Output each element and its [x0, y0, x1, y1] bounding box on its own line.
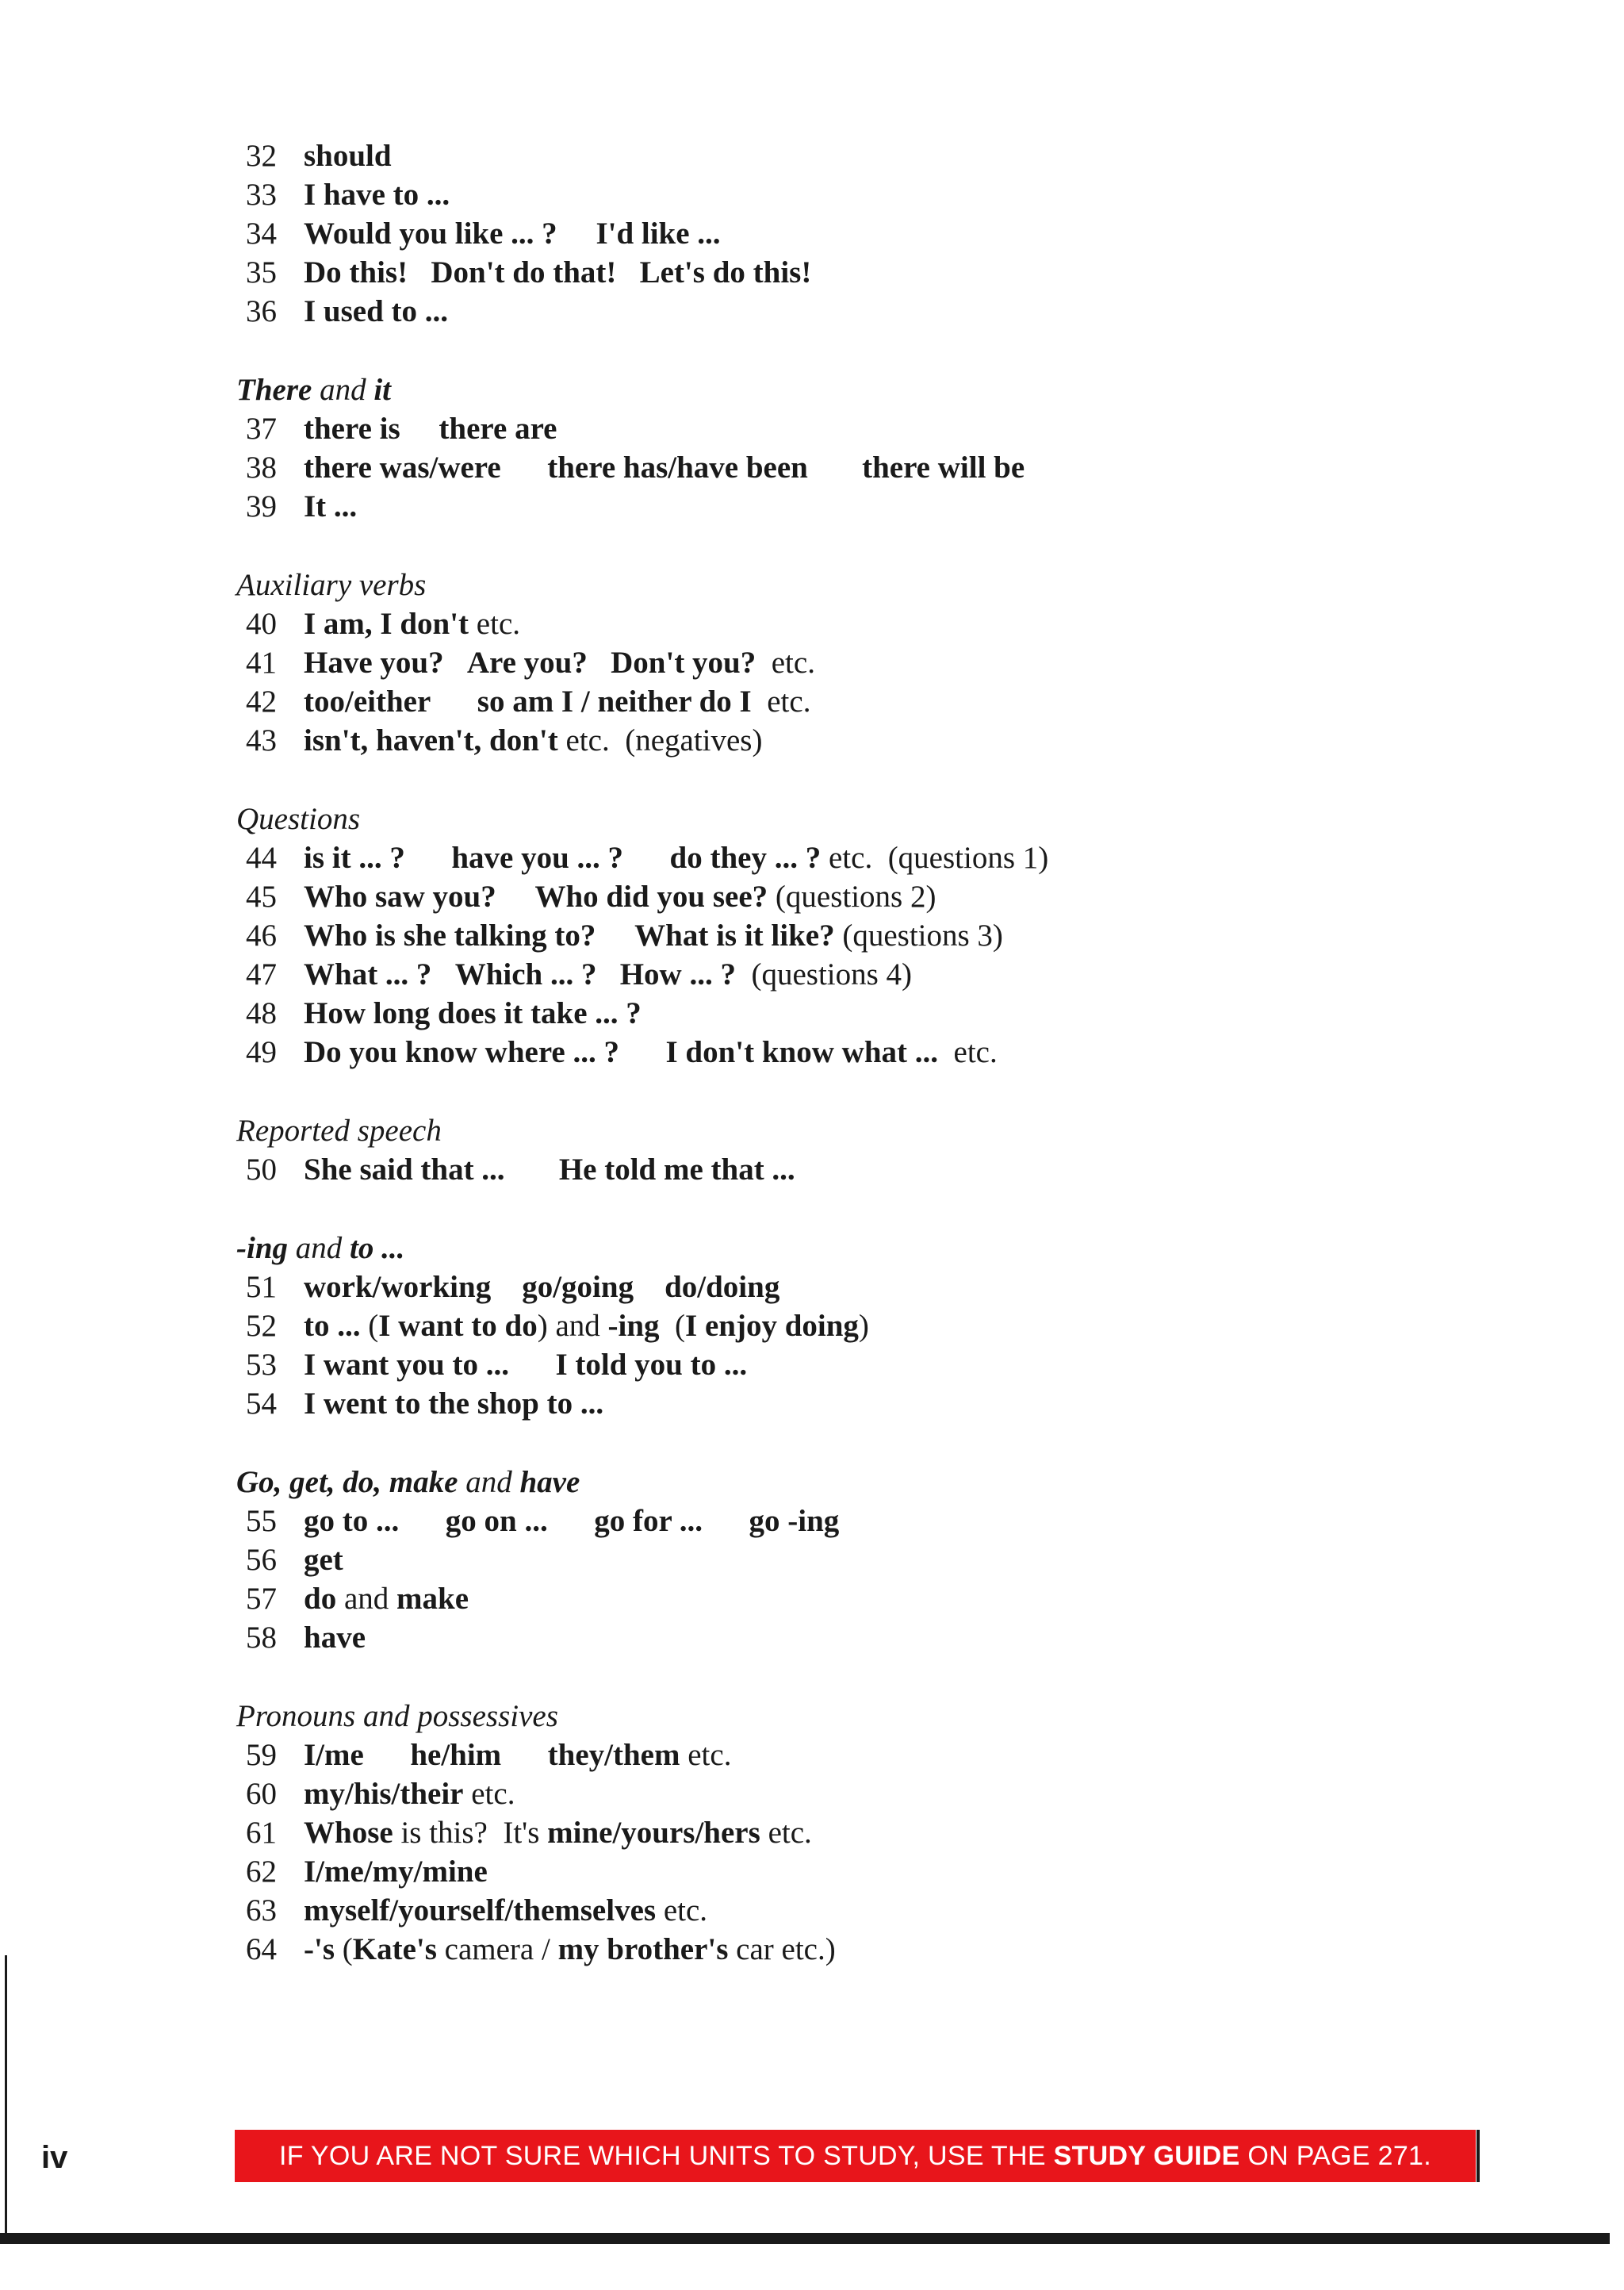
unit-number: 49: [246, 1035, 277, 1069]
unit-text-segment: (questions 3): [834, 919, 1003, 953]
unit-title: [304, 1502, 839, 1540]
unit-text-segment: [548, 1504, 595, 1538]
unit-text-segment: and: [336, 1582, 397, 1616]
unit-number: 64: [246, 1932, 277, 1966]
unit-entry: [236, 877, 1426, 916]
unit-number: 59: [246, 1738, 277, 1772]
unit-text-segment: car etc.): [728, 1932, 836, 1966]
unit-keyword: so am I / neither do I: [477, 685, 752, 719]
unit-title: [304, 1345, 747, 1384]
unit-keyword: to ...: [304, 1309, 361, 1343]
unit-keyword: have you ... ?: [451, 841, 624, 875]
unit-keyword: there is: [304, 412, 400, 446]
unit-text-segment: (: [659, 1309, 686, 1343]
unit-entry: [236, 175, 1426, 214]
unit-keyword: go for ...: [594, 1504, 703, 1538]
unit-keyword: Do this!: [304, 255, 408, 290]
unit-keyword: too/either: [304, 685, 431, 719]
unit-keyword: -'s: [304, 1932, 335, 1966]
section-heading: [236, 1697, 1426, 1736]
unit-keyword: do/doing: [665, 1270, 780, 1304]
unit-number: 35: [246, 255, 277, 290]
unit-text-segment: camera /: [436, 1932, 558, 1966]
unit-number: 53: [246, 1348, 277, 1382]
unit-number: 62: [246, 1855, 277, 1889]
unit-title: [304, 136, 392, 175]
unit-entry: [236, 1618, 1426, 1657]
heading-text: -ing: [236, 1231, 289, 1265]
unit-number: 32: [246, 139, 277, 173]
unit-entry: [236, 643, 1426, 682]
unit-number: 42: [246, 685, 277, 719]
unit-keyword: I/me/my/mine: [304, 1855, 488, 1889]
unit-entry: [236, 1540, 1426, 1579]
page-number: iv: [41, 2140, 68, 2175]
unit-entry: [236, 409, 1426, 448]
unit-keyword: What ... ?: [304, 957, 432, 992]
unit-keyword: is it ... ?: [304, 841, 405, 875]
unit-entry: [236, 1306, 1426, 1345]
heading-text: There: [236, 373, 312, 407]
unit-entry: [236, 838, 1426, 877]
unit-text-segment: [505, 1153, 559, 1187]
unit-keyword: Kate's: [352, 1932, 437, 1966]
unit-entry: [236, 136, 1426, 175]
unit-number: 54: [246, 1387, 277, 1421]
unit-title: [304, 409, 557, 448]
unit-title: [304, 955, 912, 994]
unit-keyword: Who saw you?: [304, 880, 496, 914]
unit-keyword: I went to the shop to ...: [304, 1387, 604, 1421]
unit-keyword: should: [304, 139, 392, 173]
unit-text-segment: [399, 1504, 446, 1538]
unit-keyword: I want you to ...: [304, 1348, 509, 1382]
banner-end-mark: [1477, 2130, 1480, 2182]
section-heading: [236, 370, 1426, 409]
unit-text-segment: etc.: [680, 1738, 732, 1772]
heading-text: have: [519, 1465, 580, 1499]
unit-keyword: It ...: [304, 489, 358, 524]
unit-title: [304, 721, 762, 760]
heading-text: and: [312, 373, 374, 407]
unit-number: 36: [246, 294, 277, 328]
unit-text-segment: [501, 1738, 548, 1772]
unit-keyword: there will be: [862, 451, 1025, 485]
unit-keyword: Which ... ?: [454, 957, 597, 992]
unit-keyword: She said that ...: [304, 1153, 505, 1187]
unit-title: [304, 487, 357, 526]
unit-title: [304, 1384, 603, 1423]
unit-keyword: there has/have been: [547, 451, 808, 485]
section-heading: [236, 1229, 1426, 1268]
unit-number: 61: [246, 1816, 277, 1850]
section-heading: [236, 1463, 1426, 1502]
unit-text-segment: ): [858, 1309, 869, 1343]
unit-keyword: they/them: [547, 1738, 680, 1772]
unit-entry: [236, 916, 1426, 955]
unit-keyword: go -ing: [749, 1504, 840, 1538]
unit-keyword: isn't, haven't, don't: [304, 723, 558, 758]
unit-keyword: Who is she talking to?: [304, 919, 596, 953]
unit-number: 46: [246, 919, 277, 953]
unit-keyword: Whose: [304, 1816, 393, 1850]
unit-keyword: He told me that ...: [558, 1153, 795, 1187]
unit-entry: [236, 292, 1426, 331]
unit-keyword: -ing: [607, 1309, 660, 1343]
unit-title: [304, 877, 936, 916]
unit-title: [304, 838, 1048, 877]
unit-number: 55: [246, 1504, 277, 1538]
unit-title: [304, 1813, 812, 1852]
unit-text-segment: [431, 685, 477, 719]
unit-text-segment: [623, 841, 670, 875]
unit-entry: [236, 1502, 1426, 1540]
unit-number: 38: [246, 451, 277, 485]
unit-text-segment: [616, 255, 639, 290]
unit-number: 52: [246, 1309, 277, 1343]
heading-text: Auxiliary verbs: [236, 568, 427, 602]
unit-entry: [236, 1930, 1426, 1969]
unit-text-segment: etc. (questions 1): [821, 841, 1049, 875]
unit-keyword: How long does it take ... ?: [304, 996, 642, 1030]
unit-keyword: I don't know what ...: [665, 1035, 939, 1069]
unit-text-segment: etc.: [751, 685, 811, 719]
banner-text: ON PAGE 271.: [1239, 2140, 1432, 2171]
unit-text-segment: [808, 451, 862, 485]
unit-keyword: I am, I don't: [304, 607, 469, 641]
unit-entry: [236, 604, 1426, 643]
unit-title: [304, 1774, 515, 1813]
unit-entry: [236, 1384, 1426, 1423]
unit-text-segment: [405, 841, 452, 875]
unit-text-segment: [491, 1270, 522, 1304]
unit-keyword: make: [396, 1582, 469, 1616]
unit-title: [304, 1930, 836, 1969]
unit-entry: [236, 1736, 1426, 1774]
unit-keyword: Would you like ... ?: [304, 217, 557, 251]
unit-keyword: get: [304, 1543, 343, 1577]
unit-keyword: go/going: [522, 1270, 634, 1304]
unit-keyword: I have to ...: [304, 178, 450, 212]
unit-entry: [236, 487, 1426, 526]
unit-keyword: Are you?: [466, 646, 588, 680]
unit-number: 37: [246, 412, 277, 446]
unit-text-segment: ) and: [537, 1309, 608, 1343]
unit-keyword: What is it like?: [634, 919, 835, 953]
unit-keyword: my/his/their: [304, 1777, 464, 1811]
unit-keyword: I told you to ...: [555, 1348, 748, 1382]
unit-title: [304, 916, 1003, 955]
unit-text-segment: is this? It's: [393, 1816, 548, 1850]
unit-keyword: my brother's: [557, 1932, 729, 1966]
unit-entry: [236, 994, 1426, 1033]
unit-title: [304, 1618, 366, 1657]
unit-entry: [236, 1813, 1426, 1852]
unit-entry: [236, 721, 1426, 760]
unit-entry: [236, 1891, 1426, 1930]
unit-keyword: he/him: [410, 1738, 502, 1772]
unit-keyword: do they ... ?: [669, 841, 822, 875]
unit-number: 43: [246, 723, 277, 758]
unit-text-segment: etc.: [469, 607, 521, 641]
unit-number: 56: [246, 1543, 277, 1577]
heading-text: Go, get, do, make: [236, 1465, 458, 1499]
unit-number: 57: [246, 1582, 277, 1616]
section-heading: [236, 1111, 1426, 1150]
unit-number: 50: [246, 1153, 277, 1187]
heading-text: Pronouns and possessives: [236, 1699, 558, 1733]
unit-entry: [236, 1345, 1426, 1384]
unit-text-segment: etc.: [756, 646, 815, 680]
unit-number: 34: [246, 217, 277, 251]
unit-title: [304, 1033, 998, 1072]
unit-keyword: have: [304, 1621, 366, 1655]
unit-keyword: go on ...: [445, 1504, 548, 1538]
unit-number: 41: [246, 646, 277, 680]
left-margin-rule: [5, 1955, 7, 2233]
heading-text: and: [458, 1465, 520, 1499]
unit-entry: [236, 1268, 1426, 1306]
unit-title: [304, 994, 642, 1033]
unit-title: [304, 682, 810, 721]
section-heading: [236, 566, 1426, 604]
unit-number: 60: [246, 1777, 277, 1811]
unit-title: [304, 214, 721, 253]
unit-title: [304, 643, 815, 682]
unit-text-segment: etc. (negatives): [557, 723, 763, 758]
unit-text-segment: (: [335, 1932, 353, 1966]
unit-keyword: do: [304, 1582, 337, 1616]
unit-keyword: Do you know where ... ?: [304, 1035, 619, 1069]
unit-keyword: How ... ?: [619, 957, 736, 992]
unit-entry: [236, 1774, 1426, 1813]
unit-keyword: there are: [439, 412, 557, 446]
unit-keyword: there was/were: [304, 451, 501, 485]
unit-number: 51: [246, 1270, 277, 1304]
unit-keyword: mine/yours/hers: [547, 1816, 760, 1850]
unit-keyword: go to ...: [304, 1504, 400, 1538]
heading-text: Questions: [236, 802, 360, 836]
unit-entry: [236, 253, 1426, 292]
unit-keyword: Who did you see?: [534, 880, 768, 914]
unit-entry: [236, 1150, 1426, 1189]
unit-text-segment: [619, 1035, 666, 1069]
unit-title: [304, 1540, 343, 1579]
heading-text: and: [288, 1231, 350, 1265]
unit-keyword: myself/yourself/themselves: [304, 1893, 657, 1928]
unit-title: [304, 292, 448, 331]
unit-number: 58: [246, 1621, 277, 1655]
unit-text-segment: [588, 646, 611, 680]
unit-title: [304, 253, 811, 292]
unit-number: 39: [246, 489, 277, 524]
unit-text-segment: etc.: [760, 1816, 812, 1850]
unit-keyword: Let's do this!: [639, 255, 812, 290]
study-guide-banner: [235, 2130, 1476, 2182]
unit-entry: [236, 1033, 1426, 1072]
unit-title: [304, 604, 520, 643]
unit-title: [304, 1736, 731, 1774]
unit-entry: [236, 1852, 1426, 1891]
unit-text-segment: [596, 957, 619, 992]
unit-text-segment: [509, 1348, 556, 1382]
section-heading: [236, 800, 1426, 838]
unit-entry: [236, 1579, 1426, 1618]
unit-keyword: work/working: [304, 1270, 492, 1304]
unit-keyword: Don't you?: [611, 646, 756, 680]
unit-text-segment: [496, 880, 535, 914]
unit-keyword: I want to do: [378, 1309, 538, 1343]
unit-keyword: Have you?: [304, 646, 444, 680]
unit-keyword: I'd like ...: [596, 217, 721, 251]
unit-text-segment: (questions 2): [768, 880, 936, 914]
unit-text-segment: [364, 1738, 411, 1772]
unit-title: [304, 1150, 795, 1189]
heading-text: Reported speech: [236, 1114, 442, 1148]
unit-text-segment: [400, 412, 439, 446]
banner-highlight-text: STUDY GUIDE: [1053, 2140, 1240, 2171]
unit-keyword: I/me: [304, 1738, 364, 1772]
unit-number: 63: [246, 1893, 277, 1928]
unit-entry: [236, 682, 1426, 721]
unit-text-segment: [557, 217, 596, 251]
unit-entry: [236, 955, 1426, 994]
heading-text: to ...: [350, 1231, 405, 1265]
unit-number: 40: [246, 607, 277, 641]
unit-text-segment: [703, 1504, 749, 1538]
bottom-rule: [0, 2233, 1610, 2244]
unit-text-segment: etc.: [656, 1893, 708, 1928]
unit-number: 45: [246, 880, 277, 914]
unit-number: 47: [246, 957, 277, 992]
unit-title: [304, 1579, 469, 1618]
unit-text-segment: [501, 451, 548, 485]
unit-number: 33: [246, 178, 277, 212]
unit-title: [304, 448, 1025, 487]
heading-text: it: [373, 373, 391, 407]
unit-title: [304, 1268, 779, 1306]
unit-number: 48: [246, 996, 277, 1030]
unit-text-segment: [408, 255, 431, 290]
unit-text-segment: [431, 957, 454, 992]
unit-text-segment: etc.: [463, 1777, 515, 1811]
contents-list: [236, 136, 1426, 1969]
unit-keyword: Don't do that!: [431, 255, 617, 290]
unit-keyword: I used to ...: [304, 294, 449, 328]
unit-text-segment: [634, 1270, 665, 1304]
unit-title: [304, 175, 450, 214]
banner-text: IF YOU ARE NOT SURE WHICH UNITS TO STUDY, USE THE: [278, 2140, 1054, 2171]
unit-text-segment: [444, 646, 467, 680]
unit-title: [304, 1306, 869, 1345]
unit-keyword: I enjoy doing: [685, 1309, 859, 1343]
unit-text-segment: [596, 919, 634, 953]
unit-number: 44: [246, 841, 277, 875]
unit-title: [304, 1852, 488, 1891]
unit-title: [304, 1891, 707, 1930]
unit-text-segment: etc.: [938, 1035, 998, 1069]
unit-text-segment: (: [360, 1309, 379, 1343]
unit-entry: [236, 448, 1426, 487]
unit-text-segment: (questions 4): [735, 957, 913, 992]
unit-entry: [236, 214, 1426, 253]
